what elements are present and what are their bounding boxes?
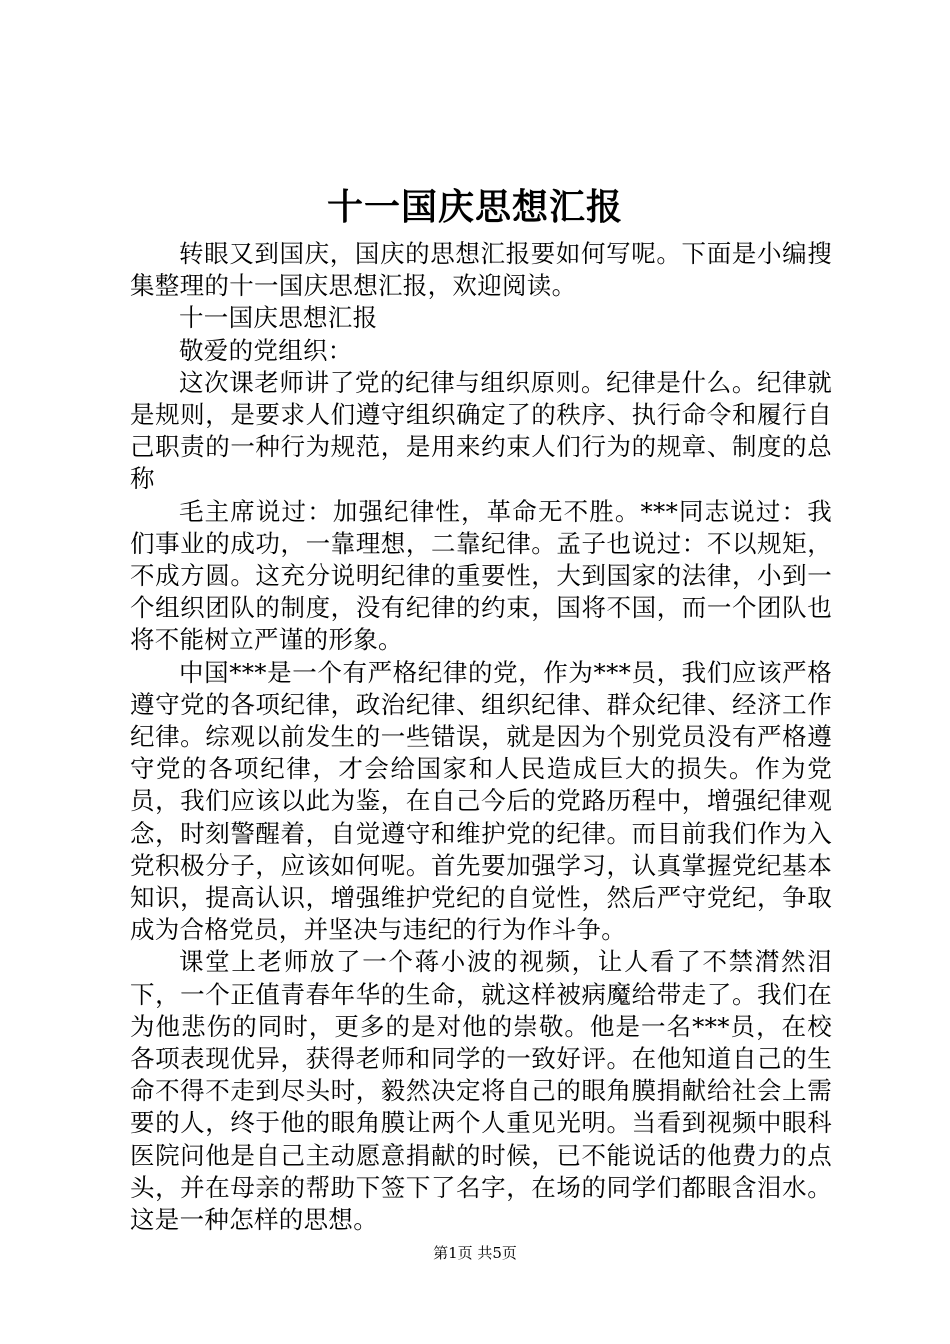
intro-paragraph: 转眼又到国庆，国庆的思想汇报要如何写呢。下面是小编搜集整理的十一国庆思想汇报，欢迎阅读。	[130, 239, 832, 301]
page-footer	[0, 1243, 950, 1263]
document-title: 十一国庆思想汇报	[326, 186, 623, 228]
subtitle-line: 十一国庆思想汇报	[179, 303, 378, 333]
body-paragraph: 课堂上老师放了一个蒋小波的视频，让人看了不禁潸然泪下，一个正值青春年华的生命，就这样被病魔给带走了。我们在为他悲伤的同时，更多的是对他的崇敬。他是一名***员，在校各项表现优异，获得老师和同学的一致好评。在他知道自己的生命不得不走到尽头时，毅然决定将自己的眼角膜捐献给社会上需要的人，终于他的眼角膜让两个人重见光明。当看到视频中眼科医院问他是自己主动愿意捐献的时候，已不能说话的他费力的点头，并在母亲的帮助下签下了名字，在场的同学们都眼含泪水。这是一种怎样的思想。	[130, 947, 832, 1235]
body-paragraph: 毛主席说过：加强纪律性，革命无不胜。***同志说过：我们事业的成功，一靠理想，二靠纪律。孟子也说过：不以规矩，不成方圆。这充分说明纪律的重要性，大到国家的法律，小到一个组织团队的制度，没有纪律的约束，国将不国，而一个团队也将不能树立严谨的形象。	[130, 496, 832, 655]
salutation-line: 敬爱的党组织：	[179, 335, 353, 365]
page-number: 第1页	[433, 1244, 473, 1262]
page-total: 共5页	[477, 1244, 517, 1262]
document-body	[130, 238, 832, 1236]
body-paragraph: 中国***是一个有严格纪律的党，作为***员，我们应该严格遵守党的各项纪律，政治纪律、组织纪律、群众纪律、经济工作纪律。综观以前发生的一些错误，就是因为个别党员没有严格遵守党的各项纪律，才会给国家和人民造成巨大的损失。作为党员，我们应该以此为鉴，在自己今后的党路历程中，增强纪律观念，时刻警醒着，自觉遵守和维护党的纪律。而目前我们作为入党积极分子，应该如何呢。首先要加强学习，认真掌握党纪基本知识，提高认识，增强维护党纪的自觉性，然后严守党纪，争取成为合格党员，并坚决与违纪的行为作斗争。	[130, 657, 832, 945]
body-paragraph: 这次课老师讲了党的纪律与组织原则。纪律是什么。纪律就是规则，是要求人们遵守组织确定了的秩序、执行命令和履行自己职责的一种行为规范，是用来约束人们行为的规章、制度的总称	[130, 367, 832, 494]
